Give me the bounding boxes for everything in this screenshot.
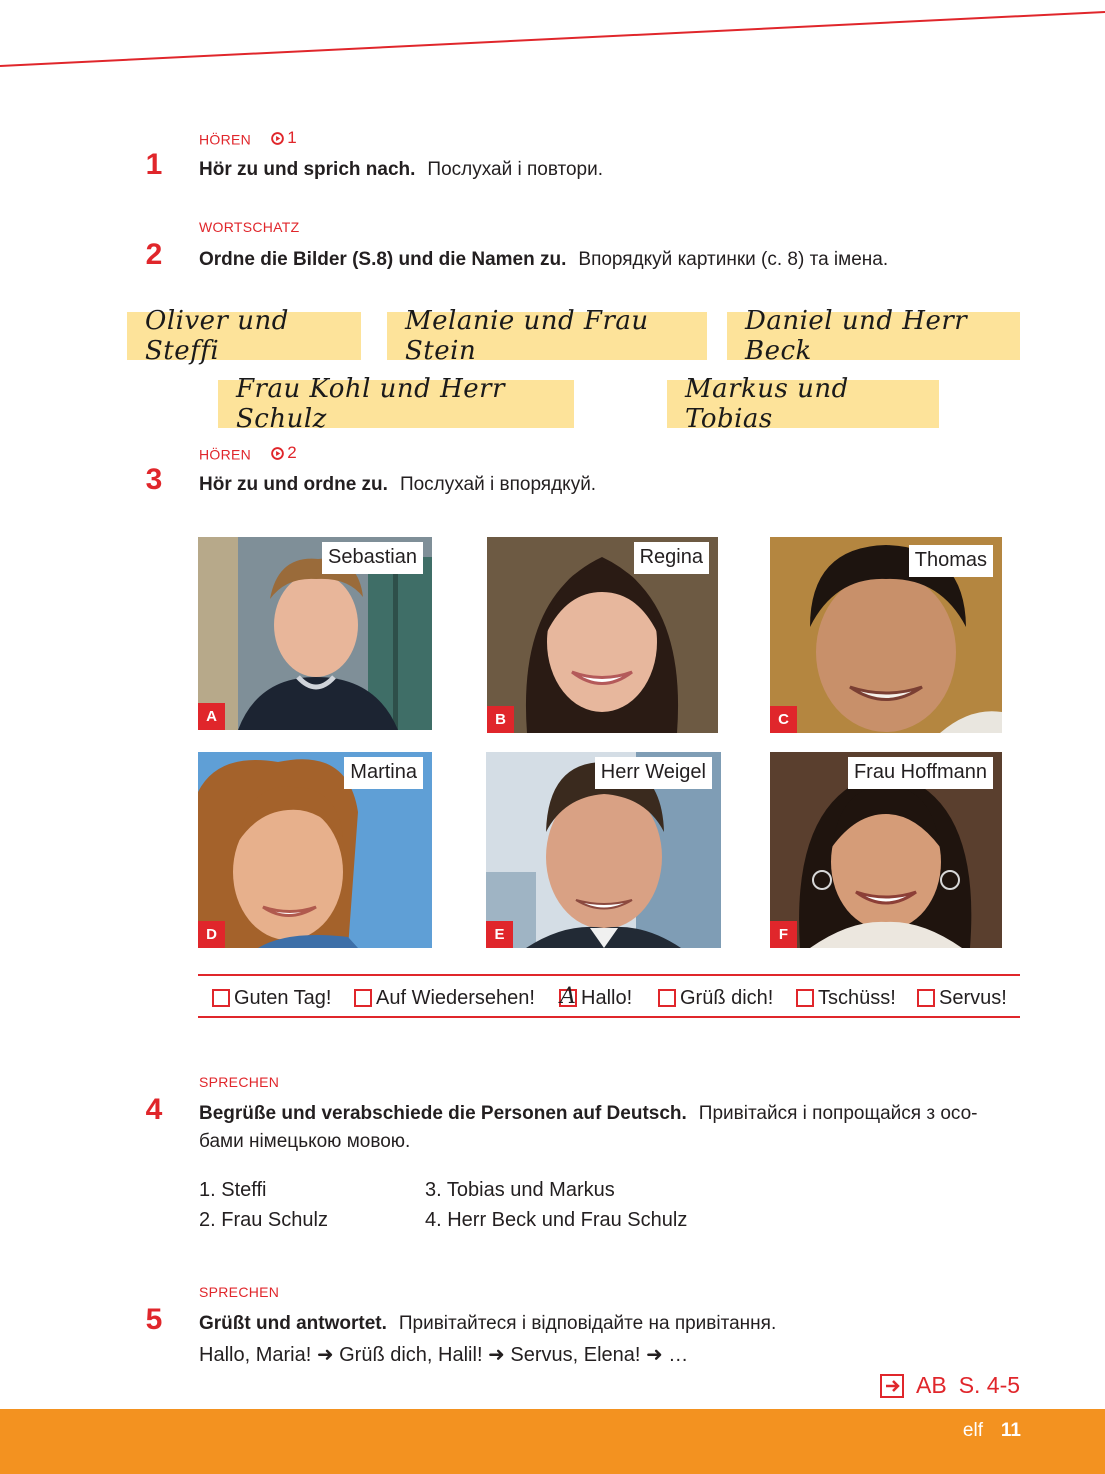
photo-letter-badge: B — [487, 706, 514, 733]
exercise-3-label: HÖREN 2 — [199, 443, 298, 463]
exercise-2-label: WORTSCHATZ — [199, 219, 300, 235]
greeting-option[interactable]: Tschüss! — [796, 987, 896, 1010]
exercise-4-instruction: Begrüße und verabschiede die Personen auf Deutsch. Привітайся і попрощайся з осо-бами німецькою мовою. — [199, 1103, 978, 1152]
greeting-option[interactable]: Auf Wiedersehen! — [354, 987, 535, 1010]
photo-letter-badge: A — [198, 703, 225, 730]
photo-name-label: Herr Weigel — [595, 757, 712, 789]
greeting-option[interactable]: Servus! — [917, 987, 1007, 1010]
checkbox[interactable] — [354, 989, 372, 1007]
photo-name-label: Martina — [344, 757, 423, 789]
checkbox[interactable] — [917, 989, 935, 1007]
name-note: Oliver und Steffi — [127, 312, 361, 360]
exercise-1-label: HÖREN 1 — [199, 128, 298, 148]
photo-a — [198, 537, 432, 730]
header-red-line — [0, 0, 1105, 80]
photo-name-label: Frau Hoffmann — [848, 757, 993, 789]
exercise-2-instruction: Ordne die Bilder (S.8) und die Namen zu. Впорядкуй картинки (с. 8) та імена. — [199, 249, 889, 270]
checkbox[interactable] — [658, 989, 676, 1007]
photo-letter-badge: D — [198, 921, 225, 948]
photo-name-label: Thomas — [909, 545, 993, 577]
exercise-5-example: Hallo, Maria! ➜ Grüß dich, Halil! ➜ Servus, Elena! ➜ … — [199, 1344, 689, 1366]
name-note: Melanie und Frau Stein — [387, 312, 707, 360]
exercise-1-number: 1 — [145, 148, 163, 181]
exercise-3-number: 3 — [145, 463, 163, 496]
photo-letter-badge: E — [486, 921, 513, 948]
ab-prefix: AB — [916, 1372, 947, 1398]
name-note: Daniel und Herr Beck — [727, 312, 1020, 360]
persons-list-col-2 — [425, 1175, 687, 1235]
list-item: 2. Frau Schulz — [199, 1209, 328, 1231]
photo-b — [487, 537, 718, 733]
list-item: 3. Tobias und Markus — [425, 1179, 615, 1201]
audio-track-1[interactable]: 1 — [271, 128, 297, 148]
exercise-4-label: SPRECHEN — [199, 1074, 280, 1090]
photo-d — [198, 752, 432, 948]
checkbox[interactable]: A — [560, 983, 576, 1009]
exercise-5-label: SPRECHEN — [199, 1284, 280, 1300]
play-icon — [271, 447, 284, 460]
photo-letter-badge: C — [770, 706, 797, 733]
photo-name-label: Regina — [634, 542, 709, 574]
workbook-reference[interactable] — [880, 1372, 1020, 1399]
checkbox[interactable] — [796, 989, 814, 1007]
name-note: Markus und Tobias — [667, 380, 939, 428]
greetings-bar — [198, 974, 1020, 1018]
play-icon — [271, 132, 284, 145]
photo-e — [486, 752, 721, 948]
greeting-option[interactable]: Grüß dich! — [658, 987, 773, 1010]
list-item: 4. Herr Beck und Frau Schulz — [425, 1209, 688, 1231]
page-footer — [0, 1409, 1105, 1474]
checkbox[interactable] — [212, 989, 230, 1007]
list-item: 1. Steffi — [199, 1179, 267, 1201]
exercise-5-number: 5 — [145, 1303, 163, 1336]
audio-track-2[interactable]: 2 — [271, 443, 297, 463]
name-note: Frau Kohl und Herr Schulz — [218, 380, 574, 428]
photo-c — [770, 537, 1002, 733]
persons-list-col-1 — [199, 1175, 328, 1235]
ab-pages: S. 4-5 — [958, 1372, 1021, 1398]
exercise-1-instruction: Hör zu und sprich nach. Послухай і повтори. — [199, 159, 604, 180]
page-number: 11 — [1000, 1420, 1021, 1441]
exercise-4-number: 4 — [145, 1093, 163, 1126]
greeting-option[interactable]: Guten Tag! — [212, 987, 331, 1010]
photo-name-label: Sebastian — [322, 542, 423, 574]
exercise-5-instruction: Grüßt und antwortet. Привітайтеся і відповідайте на привітання. — [199, 1313, 777, 1334]
arrow-box-icon — [880, 1374, 904, 1398]
greeting-option[interactable]: A Hallo! — [560, 983, 633, 1009]
photo-letter-badge: F — [770, 921, 797, 948]
photo-f — [770, 752, 1002, 948]
exercise-2-number: 2 — [145, 238, 163, 271]
exercise-3-instruction: Hör zu und ordne zu. Послухай і впорядкуй. — [199, 474, 597, 495]
page-word: elf — [962, 1420, 983, 1441]
